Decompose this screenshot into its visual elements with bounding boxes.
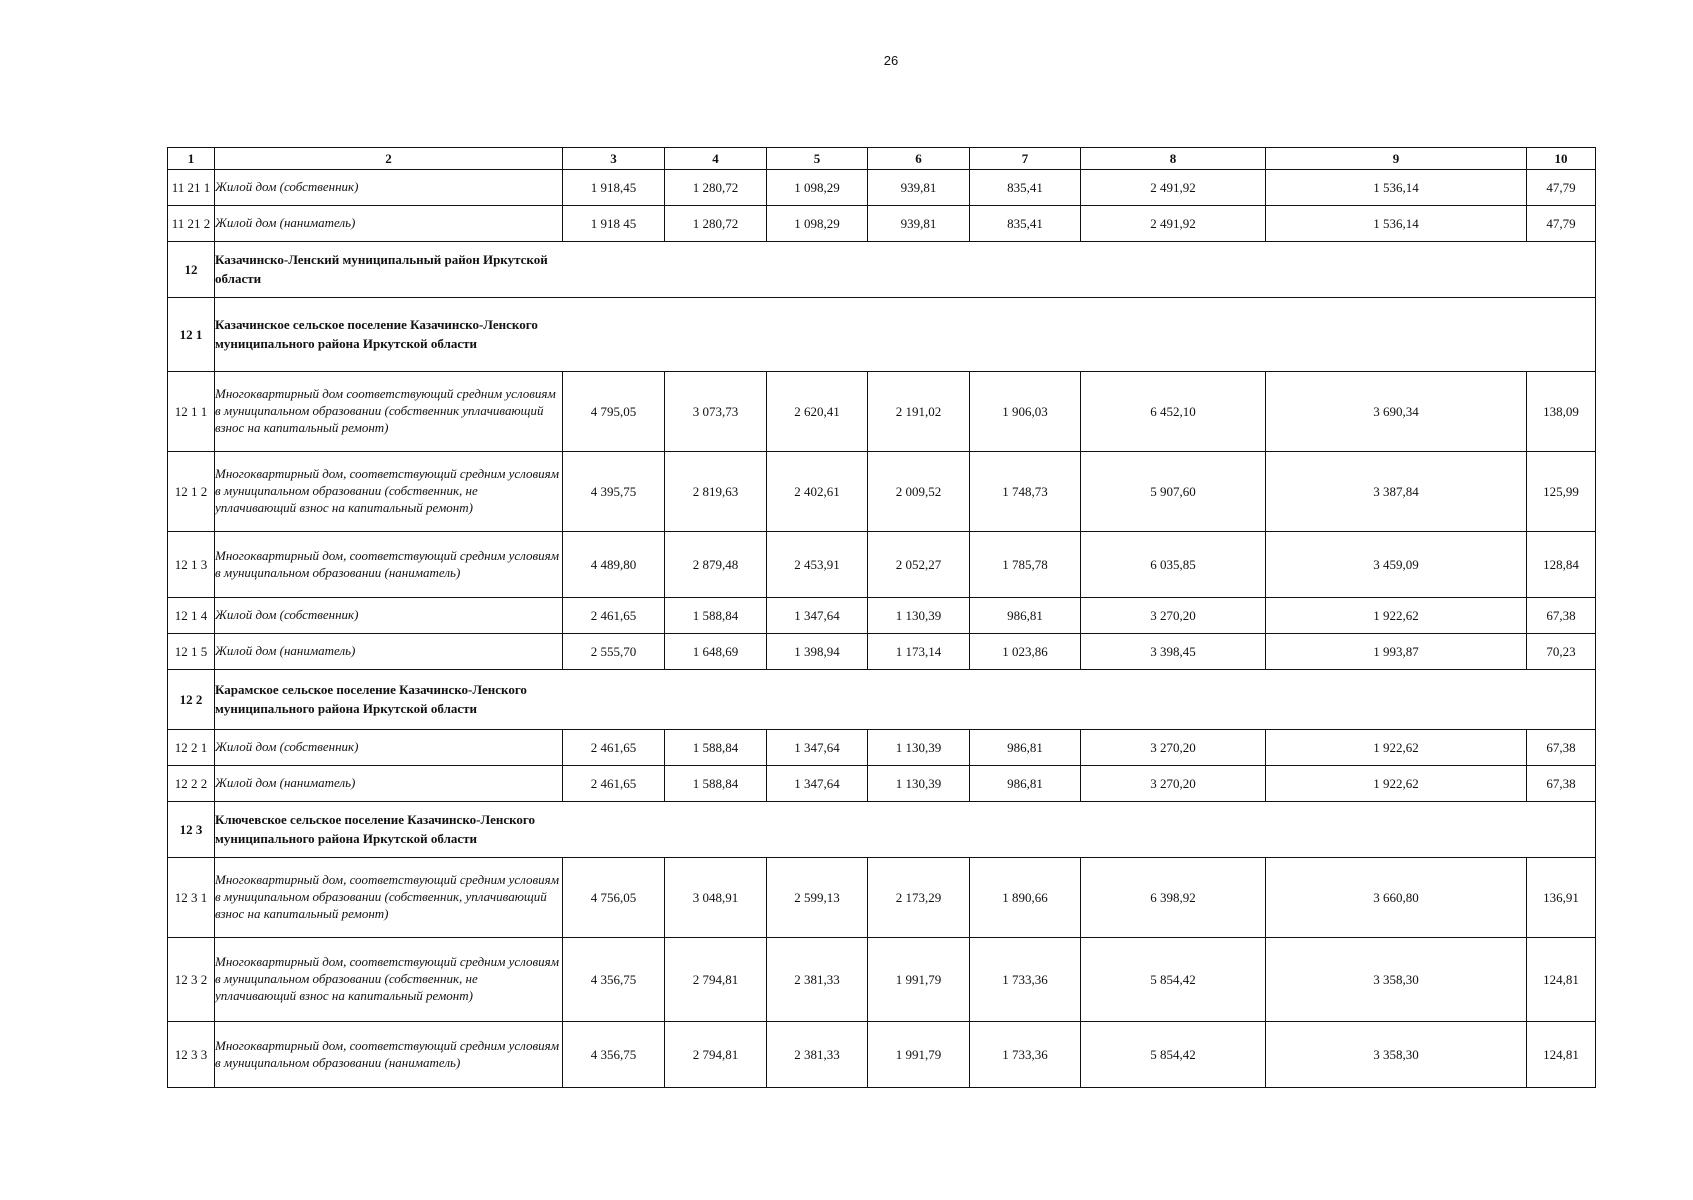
value-cell: 128,84: [1527, 532, 1596, 598]
value-cell: 2 599,13: [767, 858, 868, 938]
value-cell: 1 918,45: [563, 170, 665, 206]
value-cell: 1 922,62: [1266, 598, 1527, 634]
row-code: 12 1: [168, 298, 215, 372]
row-code: 12 3 1: [168, 858, 215, 938]
page-number: 26: [883, 53, 899, 68]
row-description: Жилой дом (собственник): [215, 170, 563, 206]
value-cell: 2 879,48: [665, 532, 767, 598]
column-header: 5: [767, 148, 868, 170]
value-cell: 1 648,69: [665, 634, 767, 670]
value-cell: 1 098,29: [767, 170, 868, 206]
row-code: 12 2: [168, 670, 215, 730]
value-cell: 1 347,64: [767, 766, 868, 802]
row-description: Многоквартирный дом, соответствующий средним условиям в муниципальном образовании (наниматель): [215, 1022, 563, 1088]
value-cell: 1 130,39: [868, 766, 970, 802]
value-cell: 6 035,85: [1081, 532, 1266, 598]
value-cell: 4 395,75: [563, 452, 665, 532]
value-cell: 2 555,70: [563, 634, 665, 670]
value-cell: 1 280,72: [665, 206, 767, 242]
value-cell: 1 173,14: [868, 634, 970, 670]
value-cell: 1 098,29: [767, 206, 868, 242]
row-code: 12 3: [168, 802, 215, 858]
row-description: Многоквартирный дом, соответствующий средним условиям в муниципальном образовании (собственник, не уплачивающий взнос на капитальный ремонт): [215, 452, 563, 532]
value-cell: 124,81: [1527, 1022, 1596, 1088]
value-cell: 2 794,81: [665, 1022, 767, 1088]
section-title: Казачинское сельское поселение Казачинско-Ленского муниципального района Иркутской области: [215, 317, 538, 351]
value-cell: 47,79: [1527, 170, 1596, 206]
value-cell: 1 922,62: [1266, 730, 1527, 766]
table-row: [168, 598, 1596, 634]
table-row: [168, 206, 1596, 242]
value-cell: 1 748,73: [970, 452, 1081, 532]
value-cell: 5 907,60: [1081, 452, 1266, 532]
value-cell: 4 356,75: [563, 1022, 665, 1088]
value-cell: 6 452,10: [1081, 372, 1266, 452]
value-cell: 2 461,65: [563, 598, 665, 634]
table-row: [168, 730, 1596, 766]
value-cell: 1 890,66: [970, 858, 1081, 938]
value-cell: 1 130,39: [868, 730, 970, 766]
section-row: [168, 670, 1596, 730]
value-cell: 3 073,73: [665, 372, 767, 452]
value-cell: 6 398,92: [1081, 858, 1266, 938]
value-cell: 1 785,78: [970, 532, 1081, 598]
value-cell: 2 491,92: [1081, 206, 1266, 242]
table-row: [168, 170, 1596, 206]
value-cell: 2 052,27: [868, 532, 970, 598]
value-cell: 4 756,05: [563, 858, 665, 938]
row-description: Жилой дом (наниматель): [215, 634, 563, 670]
value-cell: 2 461,65: [563, 766, 665, 802]
column-header: 4: [665, 148, 767, 170]
value-cell: 1 733,36: [970, 1022, 1081, 1088]
value-cell: 1 588,84: [665, 730, 767, 766]
value-cell: 1 023,86: [970, 634, 1081, 670]
value-cell: 1 280,72: [665, 170, 767, 206]
value-cell: 1 347,64: [767, 598, 868, 634]
value-cell: 125,99: [1527, 452, 1596, 532]
table-row: [168, 532, 1596, 598]
column-header: 7: [970, 148, 1081, 170]
value-cell: 2 491,92: [1081, 170, 1266, 206]
table-row: [168, 858, 1596, 938]
header-row: [168, 148, 1596, 170]
tariff-table: [167, 147, 1596, 1088]
value-cell: 124,81: [1527, 938, 1596, 1022]
section-cell: [215, 298, 1596, 372]
row-description: Жилой дом (собственник): [215, 598, 563, 634]
value-cell: 1 991,79: [868, 938, 970, 1022]
table-row: [168, 1022, 1596, 1088]
value-cell: 2 381,33: [767, 938, 868, 1022]
value-cell: 136,91: [1527, 858, 1596, 938]
value-cell: 3 358,30: [1266, 938, 1527, 1022]
value-cell: 70,23: [1527, 634, 1596, 670]
value-cell: 5 854,42: [1081, 938, 1266, 1022]
row-code: 12 2 1: [168, 730, 215, 766]
value-cell: 939,81: [868, 206, 970, 242]
value-cell: 2 402,61: [767, 452, 868, 532]
section-row: [168, 242, 1596, 298]
value-cell: 1 588,84: [665, 598, 767, 634]
value-cell: 986,81: [970, 598, 1081, 634]
column-header: 3: [563, 148, 665, 170]
value-cell: 2 453,91: [767, 532, 868, 598]
row-description: Жилой дом (собственник): [215, 730, 563, 766]
value-cell: 3 270,20: [1081, 766, 1266, 802]
section-title: Казачинско-Ленский муниципальный район Иркутской области: [215, 252, 548, 286]
row-code: 12 1 3: [168, 532, 215, 598]
column-header: 2: [215, 148, 563, 170]
value-cell: 3 398,45: [1081, 634, 1266, 670]
value-cell: 4 489,80: [563, 532, 665, 598]
value-cell: 939,81: [868, 170, 970, 206]
value-cell: 1 536,14: [1266, 206, 1527, 242]
section-cell: [215, 670, 1596, 730]
value-cell: 67,38: [1527, 766, 1596, 802]
value-cell: 4 356,75: [563, 938, 665, 1022]
section-row: [168, 298, 1596, 372]
value-cell: 3 270,20: [1081, 730, 1266, 766]
value-cell: 835,41: [970, 170, 1081, 206]
value-cell: 1 991,79: [868, 1022, 970, 1088]
section-cell: [215, 802, 1596, 858]
value-cell: 2 794,81: [665, 938, 767, 1022]
value-cell: 2 620,41: [767, 372, 868, 452]
table-row: [168, 634, 1596, 670]
row-code: 11 21 2: [168, 206, 215, 242]
value-cell: 1 130,39: [868, 598, 970, 634]
value-cell: 3 270,20: [1081, 598, 1266, 634]
value-cell: 2 009,52: [868, 452, 970, 532]
row-code: 12 2 2: [168, 766, 215, 802]
value-cell: 2 819,63: [665, 452, 767, 532]
value-cell: 2 461,65: [563, 730, 665, 766]
value-cell: 1 918 45: [563, 206, 665, 242]
value-cell: 835,41: [970, 206, 1081, 242]
row-code: 11 21 1: [168, 170, 215, 206]
section-row: [168, 802, 1596, 858]
value-cell: 3 048,91: [665, 858, 767, 938]
value-cell: 1 347,64: [767, 730, 868, 766]
row-description: Многоквартирный дом соответствующий средним условиям в муниципальном образовании (собственник уплачивающий взнос на капитальный ремонт): [215, 372, 563, 452]
value-cell: 67,38: [1527, 730, 1596, 766]
row-description: Многоквартирный дом, соответствующий средним условиям в муниципальном образовании (собственник, уплачивающий взнос на капитальный ремонт): [215, 858, 563, 938]
value-cell: 2 191,02: [868, 372, 970, 452]
value-cell: 1 588,84: [665, 766, 767, 802]
column-header: 10: [1527, 148, 1596, 170]
section-title: Ключевское сельское поселение Казачинско-Ленского муниципального района Иркутской области: [215, 812, 535, 846]
section-cell: [215, 242, 1596, 298]
value-cell: 4 795,05: [563, 372, 665, 452]
row-code: 12 3 2: [168, 938, 215, 1022]
value-cell: 3 358,30: [1266, 1022, 1527, 1088]
row-description: Жилой дом (наниматель): [215, 766, 563, 802]
value-cell: 2 381,33: [767, 1022, 868, 1088]
table-row: [168, 372, 1596, 452]
row-code: 12 3 3: [168, 1022, 215, 1088]
column-header: 6: [868, 148, 970, 170]
column-header: 9: [1266, 148, 1527, 170]
column-header: 8: [1081, 148, 1266, 170]
value-cell: 1 993,87: [1266, 634, 1527, 670]
value-cell: 5 854,42: [1081, 1022, 1266, 1088]
value-cell: 1 906,03: [970, 372, 1081, 452]
value-cell: 2 173,29: [868, 858, 970, 938]
row-code: 12: [168, 242, 215, 298]
row-code: 12 1 5: [168, 634, 215, 670]
table-row: [168, 766, 1596, 802]
row-code: 12 1 1: [168, 372, 215, 452]
row-description: Многоквартирный дом, соответствующий средним условиям в муниципальном образовании (наниматель): [215, 532, 563, 598]
row-description: Многоквартирный дом, соответствующий средним условиям в муниципальном образовании (собственник, не уплачивающий взнос на капитальный ремонт): [215, 938, 563, 1022]
value-cell: 3 459,09: [1266, 532, 1527, 598]
value-cell: 1 922,62: [1266, 766, 1527, 802]
section-title: Карамское сельское поселение Казачинско-Ленского муниципального района Иркутской области: [215, 682, 527, 716]
value-cell: 3 690,34: [1266, 372, 1527, 452]
row-code: 12 1 4: [168, 598, 215, 634]
table-row: [168, 452, 1596, 532]
value-cell: 1 733,36: [970, 938, 1081, 1022]
value-cell: 3 387,84: [1266, 452, 1527, 532]
value-cell: 986,81: [970, 766, 1081, 802]
value-cell: 986,81: [970, 730, 1081, 766]
value-cell: 67,38: [1527, 598, 1596, 634]
table-row: [168, 938, 1596, 1022]
value-cell: 138,09: [1527, 372, 1596, 452]
value-cell: 47,79: [1527, 206, 1596, 242]
table-body: [168, 148, 1596, 1088]
row-description: Жилой дом (наниматель): [215, 206, 563, 242]
column-header: 1: [168, 148, 215, 170]
value-cell: 1 536,14: [1266, 170, 1527, 206]
value-cell: 3 660,80: [1266, 858, 1527, 938]
row-code: 12 1 2: [168, 452, 215, 532]
value-cell: 1 398,94: [767, 634, 868, 670]
